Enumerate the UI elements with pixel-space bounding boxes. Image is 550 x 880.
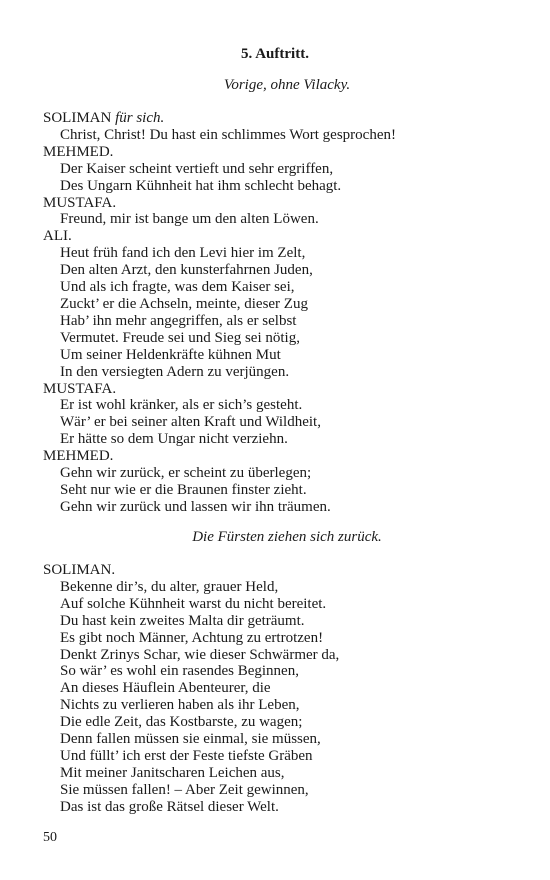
verse-line: Auf solche Kühnheit warst du nicht bereitet. (60, 595, 327, 612)
verse-line: Die edle Zeit, das Kostbarste, zu wagen; (60, 714, 303, 731)
verse-line: Zuckt’ er die Achseln, meinte, dieser Zug (60, 295, 308, 312)
verse-line: Du hast kein zweites Malta dir geträumt. (60, 612, 305, 629)
speaker-name: MEHMED. (43, 143, 114, 160)
verse-line: Mit meiner Janitscharen Leichen aus, (60, 764, 285, 781)
verse-line: Und füllt’ ich erst der Feste tiefste Gräben (60, 747, 313, 764)
speaker-line (43, 110, 396, 127)
verse-line: Freund, mir ist bange um den alten Löwen. (60, 211, 319, 228)
verse-line: Er ist wohl kränker, als er sich’s gesteht. (60, 397, 303, 414)
verse-line: Gehn wir zurück und lassen wir ihn träumen. (60, 498, 331, 515)
verse-line: Heut früh fand ich den Levi hier im Zelt, (60, 245, 306, 262)
stage-direction: Vorige, ohne Vilacky. (223, 77, 351, 93)
speaker-name: SOLIMAN. (43, 562, 116, 578)
verse-line: Und als ich fragte, was dem Kaiser sei, (60, 279, 295, 296)
verse-line: Um seiner Heldenkräfte kühnen Mut (60, 346, 281, 363)
scene-title: 5. Auftritt. (241, 46, 309, 62)
verse-line: Vermutet. Freude sei und Sieg sei nötig, (60, 329, 300, 346)
verse-line: Christ, Christ! Du hast ein schlimmes Wort gesprochen! (60, 126, 396, 143)
stage-direction: Die Fürsten ziehen sich zurück. (192, 529, 382, 545)
speaker-name: ALI. (43, 228, 72, 245)
dialogue-block (43, 562, 339, 816)
page-number: 50 (43, 830, 57, 845)
speaker-name: MUSTAFA. (43, 194, 117, 211)
verse-line: Hab’ ihn mehr angegriffen, als er selbst (60, 312, 297, 329)
verse-line: Es gibt noch Männer, Achtung zu ertrotzen! (60, 629, 324, 646)
speaker-aside: für sich. (115, 110, 165, 126)
verse-line: Wär’ er bei seiner alten Kraft und Wildheit, (60, 414, 321, 431)
verse-line: So wär’ es wohl ein rasendes Beginnen, (60, 663, 299, 680)
speaker-line (43, 144, 396, 161)
verse-line: Das ist das große Rätsel dieser Welt. (60, 798, 279, 815)
verse-line: Des Ungarn Kühnheit hat ihm schlecht behagt. (60, 177, 342, 194)
verse-line: Seht nur wie er die Braunen finster zieht. (60, 481, 307, 498)
speaker-line (43, 195, 396, 212)
verse-line: Bekenne dir’s, du alter, grauer Held, (60, 578, 279, 595)
speaker-line (43, 228, 396, 245)
speaker-name: MUSTAFA. (43, 380, 117, 397)
verse-line: In den versiegten Adern zu verjüngen. (60, 363, 290, 380)
speaker-name: SOLIMAN (43, 110, 112, 126)
verse-line: An dieses Häuflein Abenteurer, die (60, 680, 271, 697)
dialogue-block (43, 110, 396, 516)
speaker-line (43, 381, 396, 398)
verse-line: Der Kaiser scheint vertieft und sehr ergriffen, (60, 160, 334, 177)
verse-line: Denkt Zrinys Schar, wie dieser Schwärmer da, (60, 646, 340, 663)
speaker-line (43, 562, 339, 579)
verse-line: Den alten Arzt, den kunsterfahrnen Juden, (60, 262, 313, 279)
verse-line: Er hätte so dem Ungar nicht verziehn. (60, 431, 288, 448)
speaker-name: MEHMED. (43, 448, 114, 465)
verse-line: Sie müssen fallen! – Aber Zeit gewinnen, (60, 781, 309, 798)
speaker-line (43, 448, 396, 465)
verse-line: Nichts zu verlieren haben als ihr Leben, (60, 697, 300, 714)
verse-line: Denn fallen müssen sie einmal, sie müssen, (60, 731, 321, 748)
verse-line: Gehn wir zurück, er scheint zu überlegen; (60, 465, 312, 482)
